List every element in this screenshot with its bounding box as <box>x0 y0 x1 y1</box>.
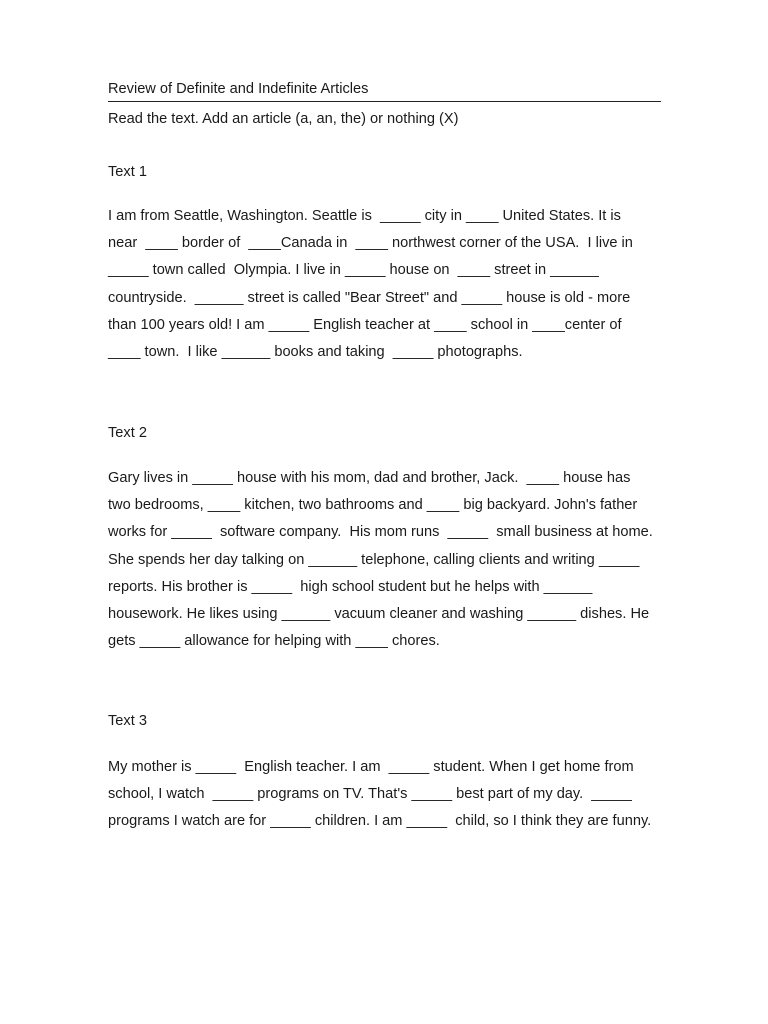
paragraph-line: She spends her day talking on ______ telephone, calling clients and writing _____ <box>108 551 640 568</box>
paragraph-line: near ____ border of ____Canada in ____ northwest corner of the USA. I live in <box>108 235 633 252</box>
paragraph-line: housework. He likes using ______ vacuum cleaner and washing ______ dishes. He <box>108 605 650 622</box>
paragraph-line: than 100 years old! I am _____ English teacher at ____ school in ____center of <box>108 316 622 333</box>
worksheet-title: Review of Definite and Indefinite Articles <box>108 80 661 102</box>
paragraph-line: countryside. ______ street is called "Bear Street" and _____ house is old - more <box>108 289 631 306</box>
paragraph-line: gets _____ allowance for helping with ____ chores. <box>108 633 440 650</box>
section-heading-text-1: Text 1 <box>108 164 147 180</box>
paragraph-text-1 <box>108 207 668 370</box>
paragraph-line: school, I watch _____ programs on TV. That's _____ best part of my day. _____ <box>108 786 632 803</box>
paragraph-line: ____ town. I like ______ books and taking _____ photographs. <box>108 343 523 360</box>
paragraph-text-2 <box>108 469 668 659</box>
paragraph-line: Gary lives in _____ house with his mom, dad and brother, Jack. ____ house has <box>108 470 631 486</box>
paragraph-line: two bedrooms, ____ kitchen, two bathrooms and ____ big backyard. John's father <box>108 497 638 514</box>
worksheet-instructions: Read the text. Add an article (a, an, the) or nothing (X) <box>108 111 459 127</box>
section-heading-text-3: Text 3 <box>108 713 147 729</box>
paragraph-line: My mother is _____ English teacher. I am _____ student. When I get home from <box>108 759 634 775</box>
paragraph-line: I am from Seattle, Washington. Seattle is _____ city in ____ United States. It is <box>108 208 621 224</box>
paragraph-line: reports. His brother is _____ high school student but he helps with ______ <box>108 578 593 595</box>
paragraph-text-3 <box>108 758 668 840</box>
section-heading-text-2: Text 2 <box>108 425 147 441</box>
paragraph-line: works for _____ software company. His mom runs _____ small business at home. <box>108 524 653 541</box>
paragraph-line: programs I watch are for _____ children. I am _____ child, so I think they are funny. <box>108 813 652 830</box>
paragraph-line: _____ town called Olympia. I live in _____ house on ____ street in ______ <box>108 262 599 279</box>
